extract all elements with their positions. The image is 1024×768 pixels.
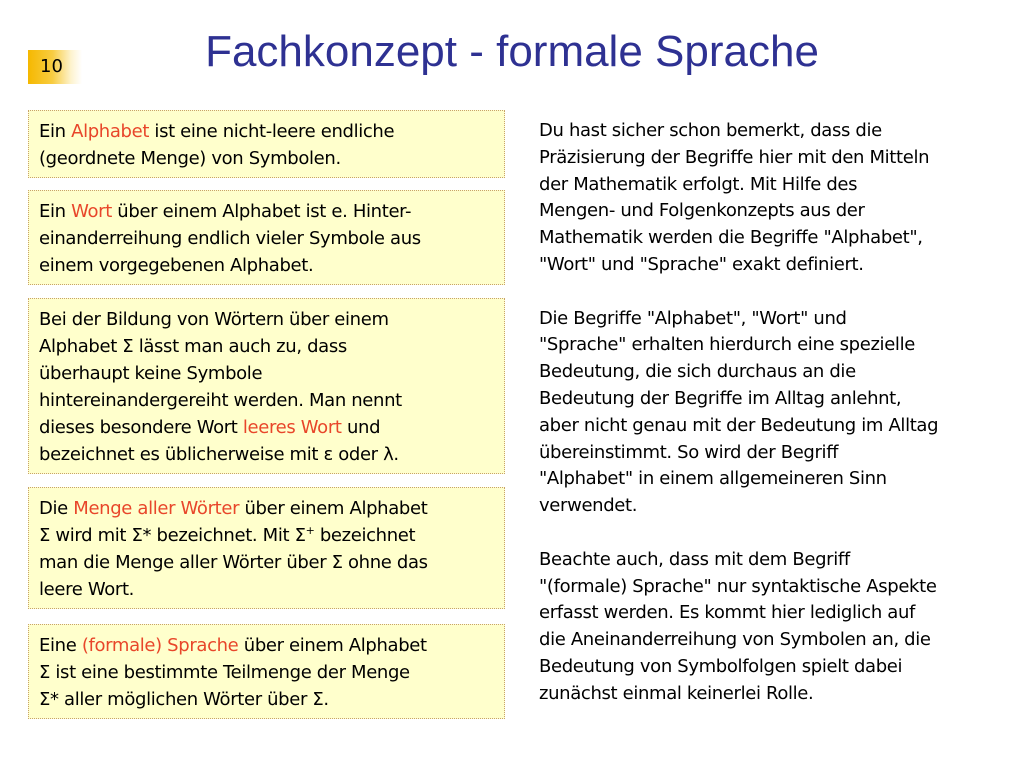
highlighted-term: Wort	[71, 201, 112, 222]
box-text: Eine	[39, 635, 82, 656]
definition-box-alphabet	[28, 110, 505, 178]
box-text: ist eine nicht-leere endliche (geordnete Menge) von Symbolen.	[39, 121, 395, 169]
definition-box-formale-sprache	[28, 624, 505, 719]
highlighted-term: leeres Wort	[242, 417, 342, 438]
explanation-paragraph: Beachte auch, dass mit dem Begriff "(formale) Sprache" nur syntaktische Aspekte erfasst werden. Es kommt hier lediglich auf die Aneinanderreihung von Symbolen an, die Bedeutung von Symbolfolgen spielt dabei zunächst einmal keinerlei Rolle.	[539, 548, 937, 704]
explanation-paragraph: Du hast sicher schon bemerkt, dass die Präzisierung der Begriffe hier mit den Mitteln der Mathematik erfolgt. Mit Hilfe des Mengen- und Folgenkonzepts aus der Mathematik werden die Begriffe "Alphabet", "Wort" und "Sprache" exakt definiert.	[539, 120, 930, 275]
box-text: über einem Alphabet ist e. Hinter- einanderreihung endlich vieler Symbole aus einem vorgegebenen Alphabet.	[39, 201, 421, 276]
box-text: Die	[39, 498, 74, 519]
box-text: bezeichnet man die Menge aller Wörter über Σ ohne das leere Wort.	[39, 525, 428, 600]
explanation-column	[539, 118, 1009, 734]
slide-number: 10	[28, 50, 82, 84]
superscript-text: +	[305, 524, 315, 537]
explanation-paragraph: Die Begriffe "Alphabet", "Wort" und "Sprache" erhalten hierdurch eine spezielle Bedeutung, die sich durchaus an die Bedeutung der Begriffe im Alltag anlehnt, aber nicht genau mit der Bedeutung im Alltag übereinstimmt. So wird der Begriff "Alphabet" in einem allgemeineren Sinn verwendet.	[539, 307, 939, 517]
highlighted-term: Menge aller Wörter	[73, 498, 240, 519]
box-text: über einem Alphabet Σ ist eine bestimmte Teilmenge der Menge Σ* aller möglichen Wörter über Σ.	[39, 635, 427, 710]
definition-box-menge-aller-woerter	[28, 487, 505, 609]
slide-title: Fachkonzept - formale Sprache	[205, 27, 819, 76]
box-text: Ein	[39, 121, 72, 142]
box-text: über einem Alphabet Σ wird mit Σ* bezeichnet. Mit Σ	[39, 498, 428, 546]
highlighted-term: Alphabet	[71, 121, 150, 142]
box-text: und bezeichnet es üblicherweise mit ε oder λ.	[39, 417, 399, 465]
highlighted-term: (formale) Sprache	[81, 635, 239, 656]
box-text: Bei der Bildung von Wörtern über einem Alphabet Σ lässt man auch zu, dass überhaupt keine Symbole hintereinandergereiht werden. Man nennt dieses besondere Wort	[39, 309, 402, 438]
definition-box-leeres-wort	[28, 298, 505, 474]
definition-box-wort	[28, 190, 505, 285]
box-text: Ein	[39, 201, 72, 222]
